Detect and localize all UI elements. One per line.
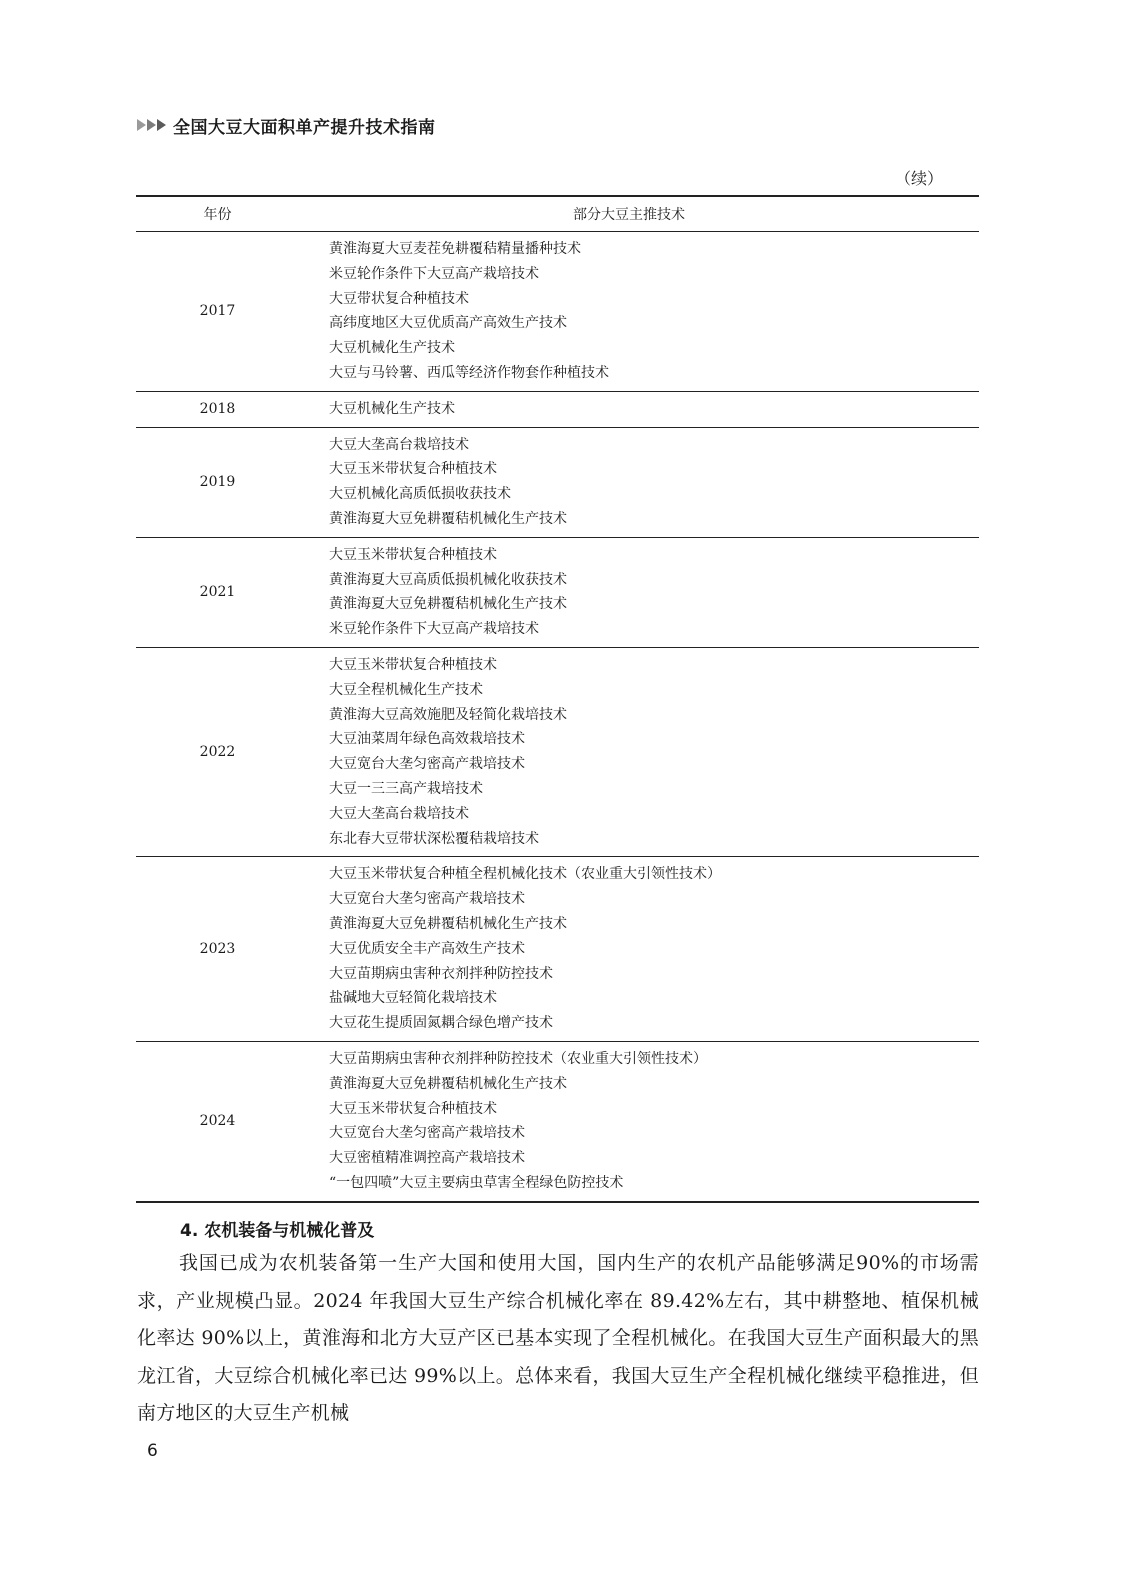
tech-item: 黄淮海夏大豆免耕覆秸机械化生产技术 [329,1075,567,1092]
tech-item: 大豆玉米带状复合种植技术 [329,461,497,478]
tech-item: 大豆苗期病虫害种衣剂拌种防控技术（农业重大引领性技术） [329,1050,707,1067]
tech-item: 米豆轮作条件下大豆高产栽培技术 [329,621,539,638]
tech-item: 大豆玉米带状复合种植技术 [329,656,497,673]
tech-list-cell [299,857,979,1042]
tech-item: 黄淮海大豆高效施肥及轻简化栽培技术 [329,706,567,723]
tech-item: 大豆优质安全丰产高效生产技术 [329,940,525,957]
tech-item: 大豆带状复合种植技术 [329,290,469,307]
year-cell: 2018 [136,391,299,427]
table-row [136,427,979,537]
tech-item: 大豆密植精准调控高产栽培技术 [329,1150,525,1167]
chevron-right-icon [137,119,167,131]
column-header-tech: 部分大豆主推技术 [299,196,979,232]
table-body [136,232,979,1202]
tech-item: 大豆一三三高产栽培技术 [329,780,483,797]
table-header-row [136,196,979,232]
body-paragraph: 我国已成为农机装备第一生产大国和使用大国，国内生产的农机产品能够满足90%的市场需求，产业规模凸显。2024 年我国大豆生产综合机械化率在 89.42%左右，其中耕整地、植保机械化率达 90%以上，黄淮海和北方大豆产区已基本实现了全程机械化。在我国大豆生产面积最大的黑龙江省，大豆综合机械化率已达 99%以上。总体来看，我国大豆生产全程机械化继续平稳推进，但南方地区的大豆生产机械 [137,1252,979,1425]
year-cell: 2019 [136,427,299,537]
soybean-tech-table [136,195,979,1203]
section-heading: 4. 农机装备与机械化普及 [180,1221,375,1241]
year-cell: 2021 [136,537,299,647]
tech-item: 高纬度地区大豆优质高产高效生产技术 [329,315,567,332]
tech-list-cell [299,537,979,647]
table-row [136,537,979,647]
tech-list-cell [299,232,979,392]
running-header [137,108,436,142]
tech-item: 黄淮海夏大豆免耕覆秸机械化生产技术 [329,510,567,527]
tech-item: 黄淮海夏大豆免耕覆秸机械化生产技术 [329,596,567,613]
table-row [136,647,979,856]
table-row [136,391,979,427]
tech-item: 大豆玉米带状复合种植技术 [329,546,497,563]
table-continued-label: （续） [895,169,944,188]
table-row [136,1041,979,1201]
page-number: 6 [147,1441,158,1461]
tech-item: 大豆宽台大垄匀密高产栽培技术 [329,1125,525,1142]
tech-list-cell [299,391,979,427]
tech-item: 东北春大豆带状深松覆秸栽培技术 [329,830,539,847]
tech-item: 大豆苗期病虫害种衣剂拌种防控技术 [329,965,553,982]
tech-item: 大豆机械化生产技术 [329,400,455,417]
tech-item: 黄淮海夏大豆高质低损机械化收获技术 [329,571,567,588]
tech-item: 黄淮海夏大豆免耕覆秸机械化生产技术 [329,915,567,932]
year-cell: 2017 [136,232,299,392]
tech-item: 大豆与马铃薯、西瓜等经济作物套作种植技术 [329,364,609,381]
tech-item: 黄淮海夏大豆麦茬免耕覆秸精量播种技术 [329,241,581,257]
tech-item: 大豆玉米带状复合种植技术 [329,1100,497,1117]
tech-item: 大豆玉米带状复合种植全程机械化技术（农业重大引领性技术） [329,866,721,883]
year-cell: 2024 [136,1041,299,1201]
tech-list-cell [299,647,979,856]
tech-item: 大豆全程机械化生产技术 [329,681,483,698]
tech-item: 大豆宽台大垄匀密高产栽培技术 [329,756,525,773]
tech-item: 大豆大垄高台栽培技术 [329,805,469,822]
tech-item: 大豆油菜周年绿色高效栽培技术 [329,731,525,748]
tech-item: 盐碱地大豆轻简化栽培技术 [329,990,497,1007]
year-cell: 2022 [136,647,299,856]
column-header-year: 年份 [136,196,299,232]
table-row [136,232,979,392]
tech-item: “一包四喷”大豆主要病虫草害全程绿色防控技术 [329,1174,624,1191]
tech-item: 大豆大垄高台栽培技术 [329,436,469,453]
tech-item: 大豆宽台大垄匀密高产栽培技术 [329,891,525,908]
header-title: 全国大豆大面积单产提升技术指南 [173,117,436,138]
tech-item: 大豆机械化高质低损收获技术 [329,486,511,503]
tech-list-cell [299,427,979,537]
tech-item: 大豆机械化生产技术 [329,340,455,357]
tech-item: 大豆花生提质固氮耦合绿色增产技术 [329,1015,553,1032]
table-row [136,857,979,1042]
tech-list-cell [299,1041,979,1201]
tech-item: 米豆轮作条件下大豆高产栽培技术 [329,265,539,282]
year-cell: 2023 [136,857,299,1042]
